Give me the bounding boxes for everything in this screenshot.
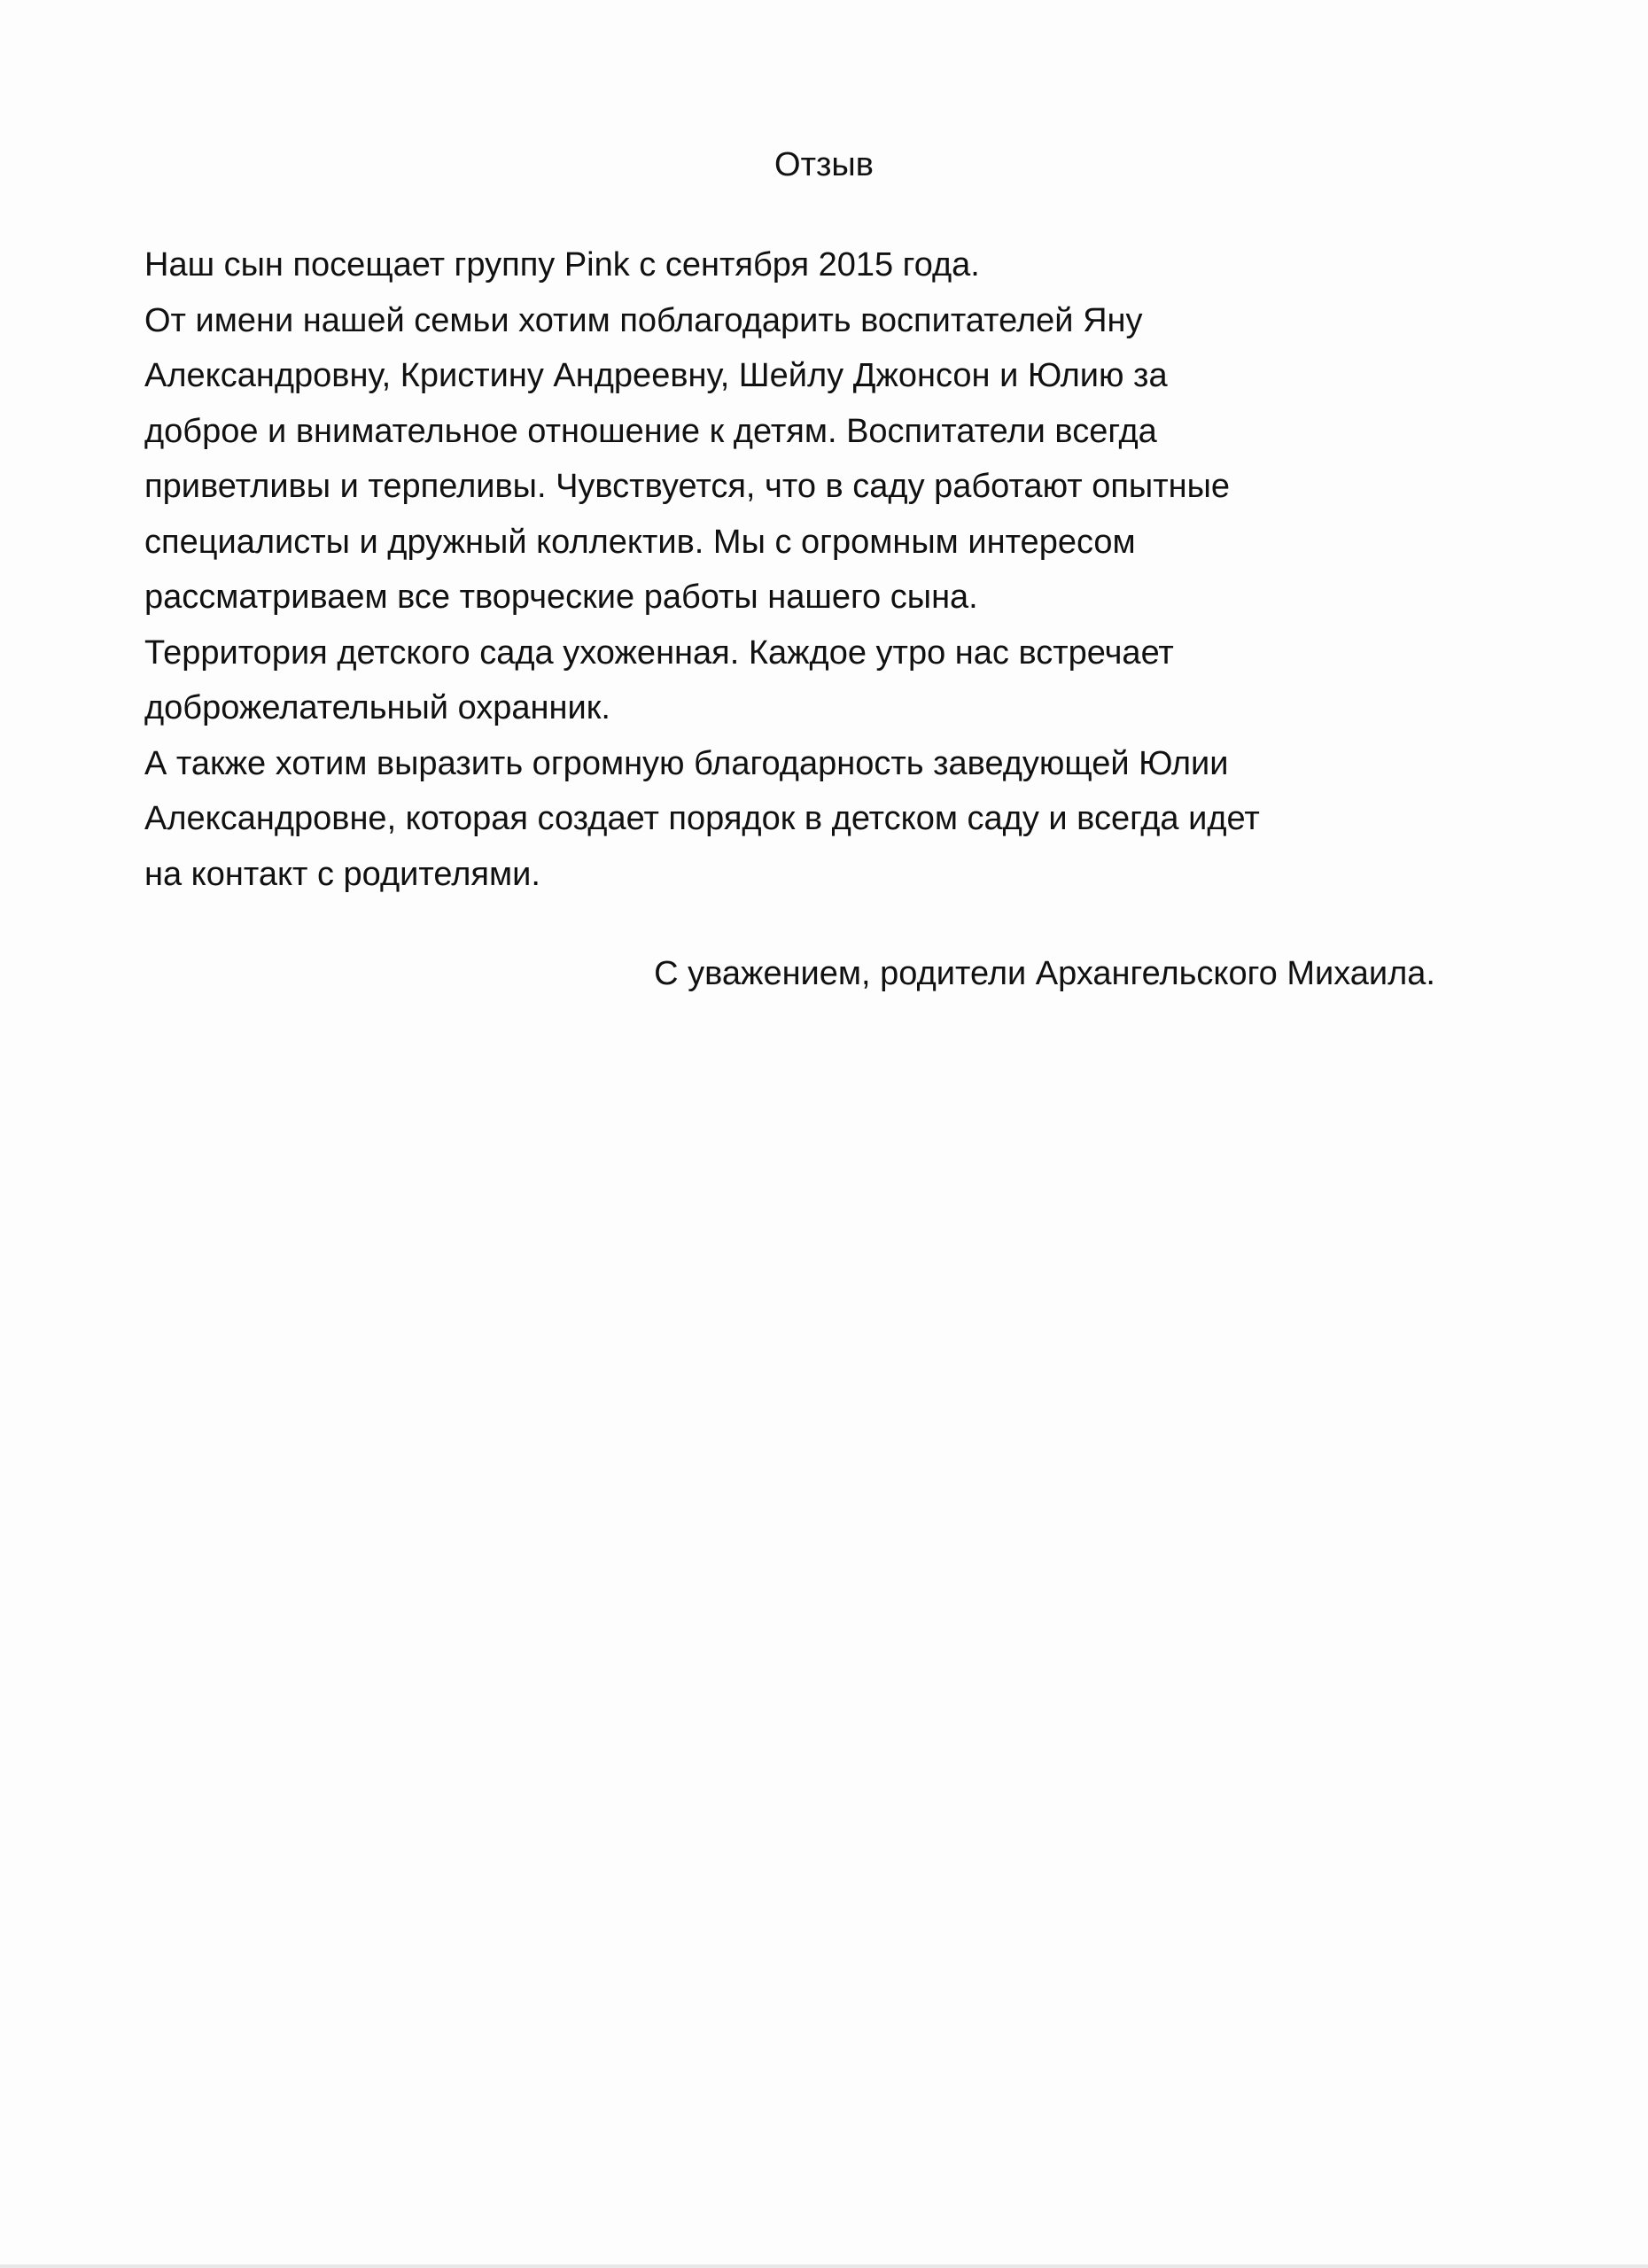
body-line: доброе и внимательное отношение к детям. Воспитатели всегда bbox=[144, 412, 1157, 450]
body-line: специалисты и дружный коллектив. Мы с огромным интересом bbox=[144, 523, 1136, 561]
body-line: А также хотим выразить огромную благодарность заведующей Юлии bbox=[144, 744, 1229, 782]
body-line: приветливы и терпеливы. Чувствуется, что в саду работают опытные bbox=[144, 468, 1231, 505]
body-line: доброжелательный охранник. bbox=[144, 689, 610, 726]
body-line: Александровну, Кристину Андреевну, Шейлу Джонсон и Юлию за bbox=[144, 357, 1168, 394]
body-line: Наш сын посещает группу Pink с сентября 2015 года. bbox=[144, 246, 980, 284]
scan-edge bbox=[0, 2264, 1648, 2268]
document-title: Отзыв bbox=[774, 146, 874, 183]
body-line: на контакт с родителями. bbox=[144, 855, 540, 893]
body-line: рассматриваем все творческие работы нашего сына. bbox=[144, 579, 978, 616]
document-body bbox=[144, 237, 1473, 902]
body-line: От имени нашей семьи хотим поблагодарить воспитателей Яну bbox=[144, 301, 1143, 339]
signature: С уважением, родители Архангельского Михаила. bbox=[654, 955, 1435, 992]
body-line: Территория детского сада ухоженная. Каждое утро нас встречает bbox=[144, 633, 1174, 672]
body-line: Александровне, которая создает порядок в детском саду и всегда идет bbox=[144, 800, 1260, 837]
